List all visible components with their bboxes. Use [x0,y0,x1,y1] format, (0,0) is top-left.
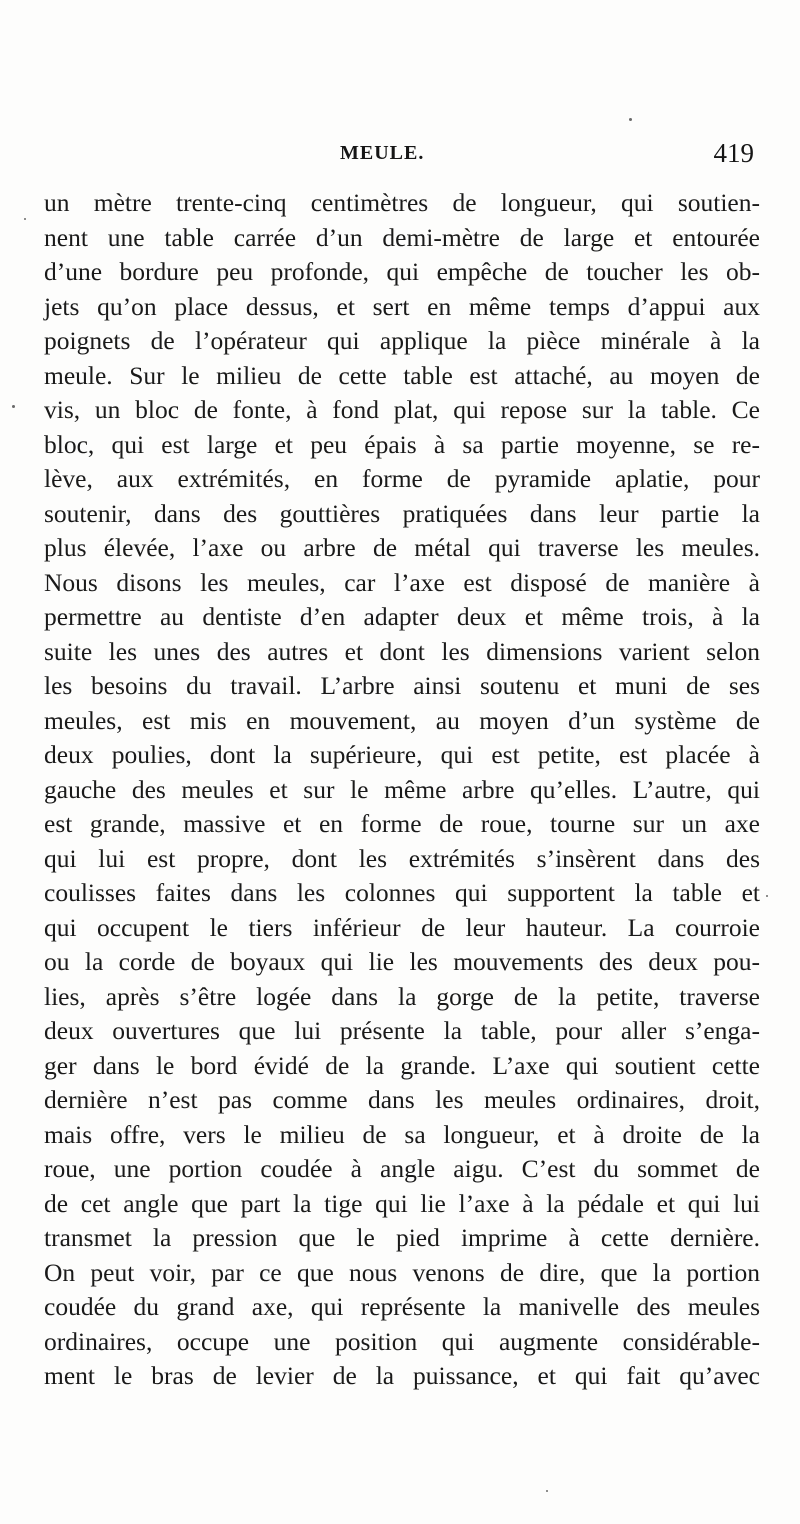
text-line: suite les unes des autres et dont les dimensions varient selon [44,636,760,666]
text-line: est grande, massive et en forme de roue, tourne sur un axe [44,809,760,838]
text-line: coudée du grand axe, qui représente la manivelle des meules [44,1292,760,1321]
text-line: roue, une portion coudée à angle aigu. C’est du sommet de [44,1154,760,1183]
text-line: un mètre trente-cinq centimètres de longueur, qui soutien- [44,188,760,217]
text-line: gauche des meules et sur le même arbre qu’elles. L’autre, qui [44,774,760,804]
text-line: ou la corde de boyaux qui lie les mouvements des deux pou- [44,947,760,976]
text-line: plus élevée, l’axe ou arbre de métal qui traverse les meules. [44,533,760,562]
text-line: deux ouvertures que lui présente la table, pour aller s’enga- [44,1016,760,1045]
text-line: d’une bordure peu profonde, qui empêche de toucher les ob- [44,257,760,286]
text-line: mais offre, vers le milieu de sa longueur, et à droite de la [44,1119,760,1149]
text-line: coulisses faites dans les colonnes qui supportent la table et [44,878,760,907]
text-line: qui lui est propre, dont les extrémités s’insèrent dans des [44,843,760,873]
text-line: poignets de l’opérateur qui applique la pièce minérale à la [44,326,760,355]
text-line: meules, est mis en mouvement, au moyen d’un système de [44,705,760,735]
text-line: les besoins du travail. L’arbre ainsi soutenu et muni de ses [44,671,760,700]
text-line: permettre au dentiste d’en adapter deux et même trois, à la [44,602,760,631]
scan-speck [766,895,768,897]
text-line: ment le bras de levier de la puissance, et qui fait qu’avec [44,1361,760,1390]
text-line: Nous disons les meules, car l’axe est disposé de manière à [44,567,760,597]
text-line: On peut voir, par ce que nous venons de dire, que la portion [44,1257,760,1287]
text-line: transmet la pression que le pied imprime à cette dernière. [44,1223,760,1252]
text-line: nent une table carrée d’un demi-mètre de large et entourée [44,222,760,252]
scan-speck [24,218,26,220]
scan-speck [629,118,632,121]
text-line: lève, aux extrémités, en forme de pyramide aplatie, pour [44,464,760,493]
text-line: qui occupent le tiers inférieur de leur hauteur. La courroie [44,912,760,942]
text-line: bloc, qui est large et peu épais à sa partie moyenne, se re- [44,429,760,459]
text-line: jets qu’on place dessus, et sert en même temps d’appui aux [44,291,760,321]
text-line: vis, un bloc de fonte, à fond plat, qui repose sur la table. Ce [44,395,760,424]
running-head-title: MEULE. [340,142,425,164]
text-line: ger dans le bord évidé de la grande. L’axe qui soutient cette [44,1050,760,1080]
text-line: soutenir, dans des gouttières pratiquées dans leur partie la [44,498,760,528]
page-number: 419 [713,138,754,168]
body-text [44,186,760,1394]
text-line: meule. Sur le milieu de cette table est attaché, au moyen de [44,360,760,390]
running-head [40,138,762,174]
scan-speck [546,1490,548,1492]
text-line: dernière n’est pas comme dans les meules ordinaires, droit, [44,1085,760,1114]
text-line: ordinaires, occupe une position qui augmente considérable- [44,1326,760,1356]
text-line: de cet angle que part la tige qui lie l’axe à la pédale et qui lui [44,1188,760,1218]
text-line: deux poulies, dont la supérieure, qui est petite, est placée à [44,740,760,769]
text-line: lies, après s’être logée dans la gorge de la petite, traverse [44,981,760,1011]
scan-speck [12,405,15,408]
